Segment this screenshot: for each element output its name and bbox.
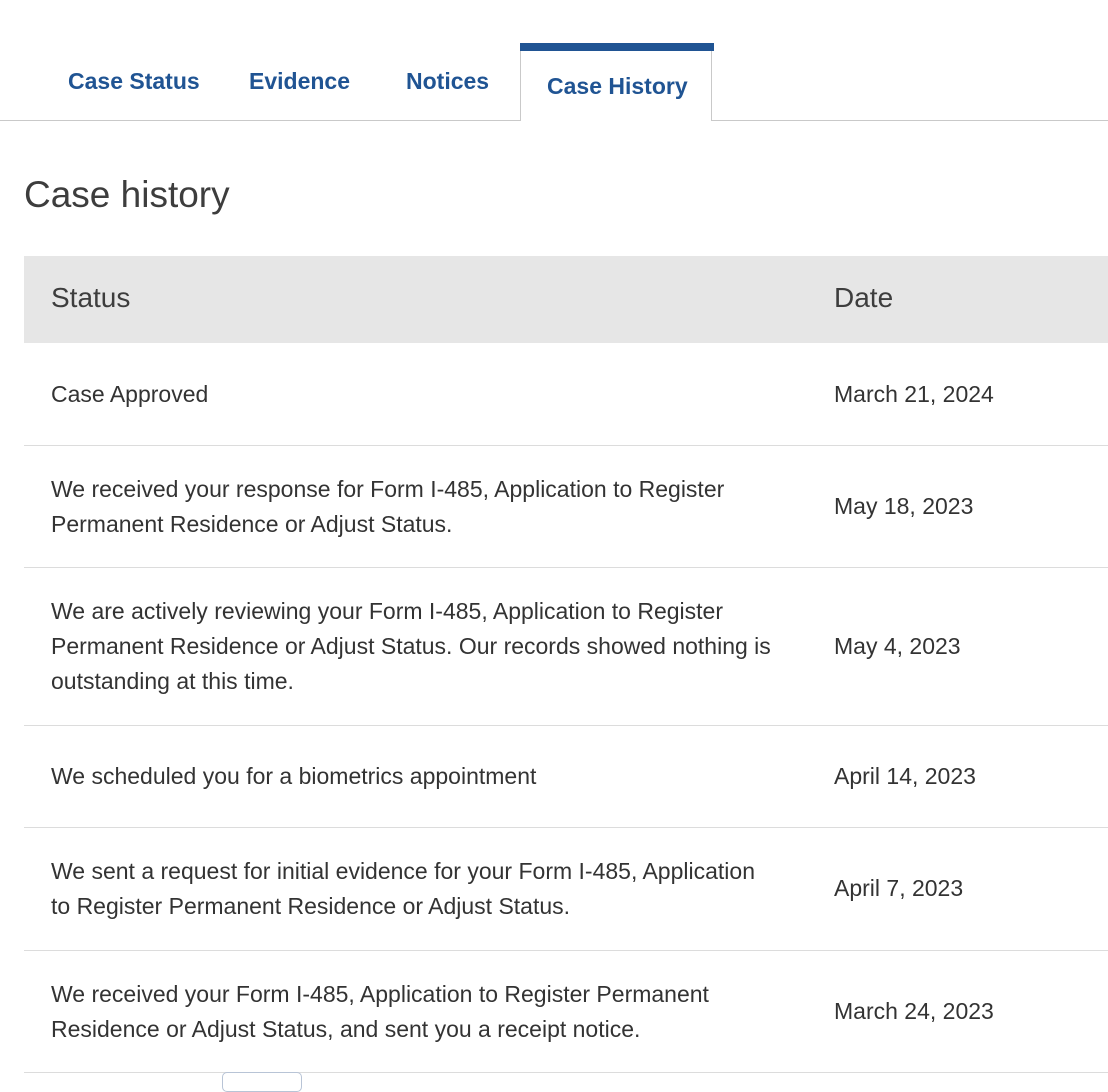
date-cell: March 24, 2023 xyxy=(834,998,994,1024)
table-row xyxy=(24,446,1108,568)
date-cell: May 18, 2023 xyxy=(834,493,974,519)
case-tabs xyxy=(0,0,1108,121)
status-cell: We received your Form I-485, Application to Register Permanent Residence or Adjust Status, and sent you a receipt notice. xyxy=(51,981,709,1042)
tab-evidence[interactable]: Evidence xyxy=(249,68,350,94)
date-cell: March 21, 2024 xyxy=(834,381,994,407)
table-row xyxy=(24,828,1108,951)
table-row xyxy=(24,726,1108,828)
table-header xyxy=(24,256,1108,343)
status-cell: We scheduled you for a biometrics appointment xyxy=(51,763,537,789)
tab-case-status[interactable]: Case Status xyxy=(68,68,200,94)
active-tab-indicator xyxy=(520,43,714,51)
date-cell: April 7, 2023 xyxy=(834,875,964,901)
status-cell: Case Approved xyxy=(51,381,209,407)
date-cell: May 4, 2023 xyxy=(834,633,961,659)
case-history-table xyxy=(24,256,1108,1073)
table-row xyxy=(24,343,1108,446)
status-cell: We are actively reviewing your Form I-485, Application to Register Permanent Residence or Adjust Status. Our records showed nothing is outstanding at this time. xyxy=(51,598,771,694)
tab-case-history-label: Case History xyxy=(547,73,688,99)
column-header-status: Status xyxy=(51,282,131,313)
partially-visible-button[interactable] xyxy=(222,1072,302,1092)
table-row xyxy=(24,568,1108,726)
status-cell: We received your response for Form I-485, Application to Register Permanent Residence or Adjust Status. xyxy=(51,476,725,537)
date-cell: April 14, 2023 xyxy=(834,763,976,789)
tab-case-history[interactable] xyxy=(520,43,712,121)
page-title: Case history xyxy=(24,174,230,215)
tab-notices[interactable]: Notices xyxy=(406,68,490,94)
column-header-date: Date xyxy=(834,282,894,313)
status-cell: We sent a request for initial evidence for your Form I-485, Application to Register Permanent Residence or Adjust Status. xyxy=(51,858,755,919)
table-row xyxy=(24,951,1108,1073)
